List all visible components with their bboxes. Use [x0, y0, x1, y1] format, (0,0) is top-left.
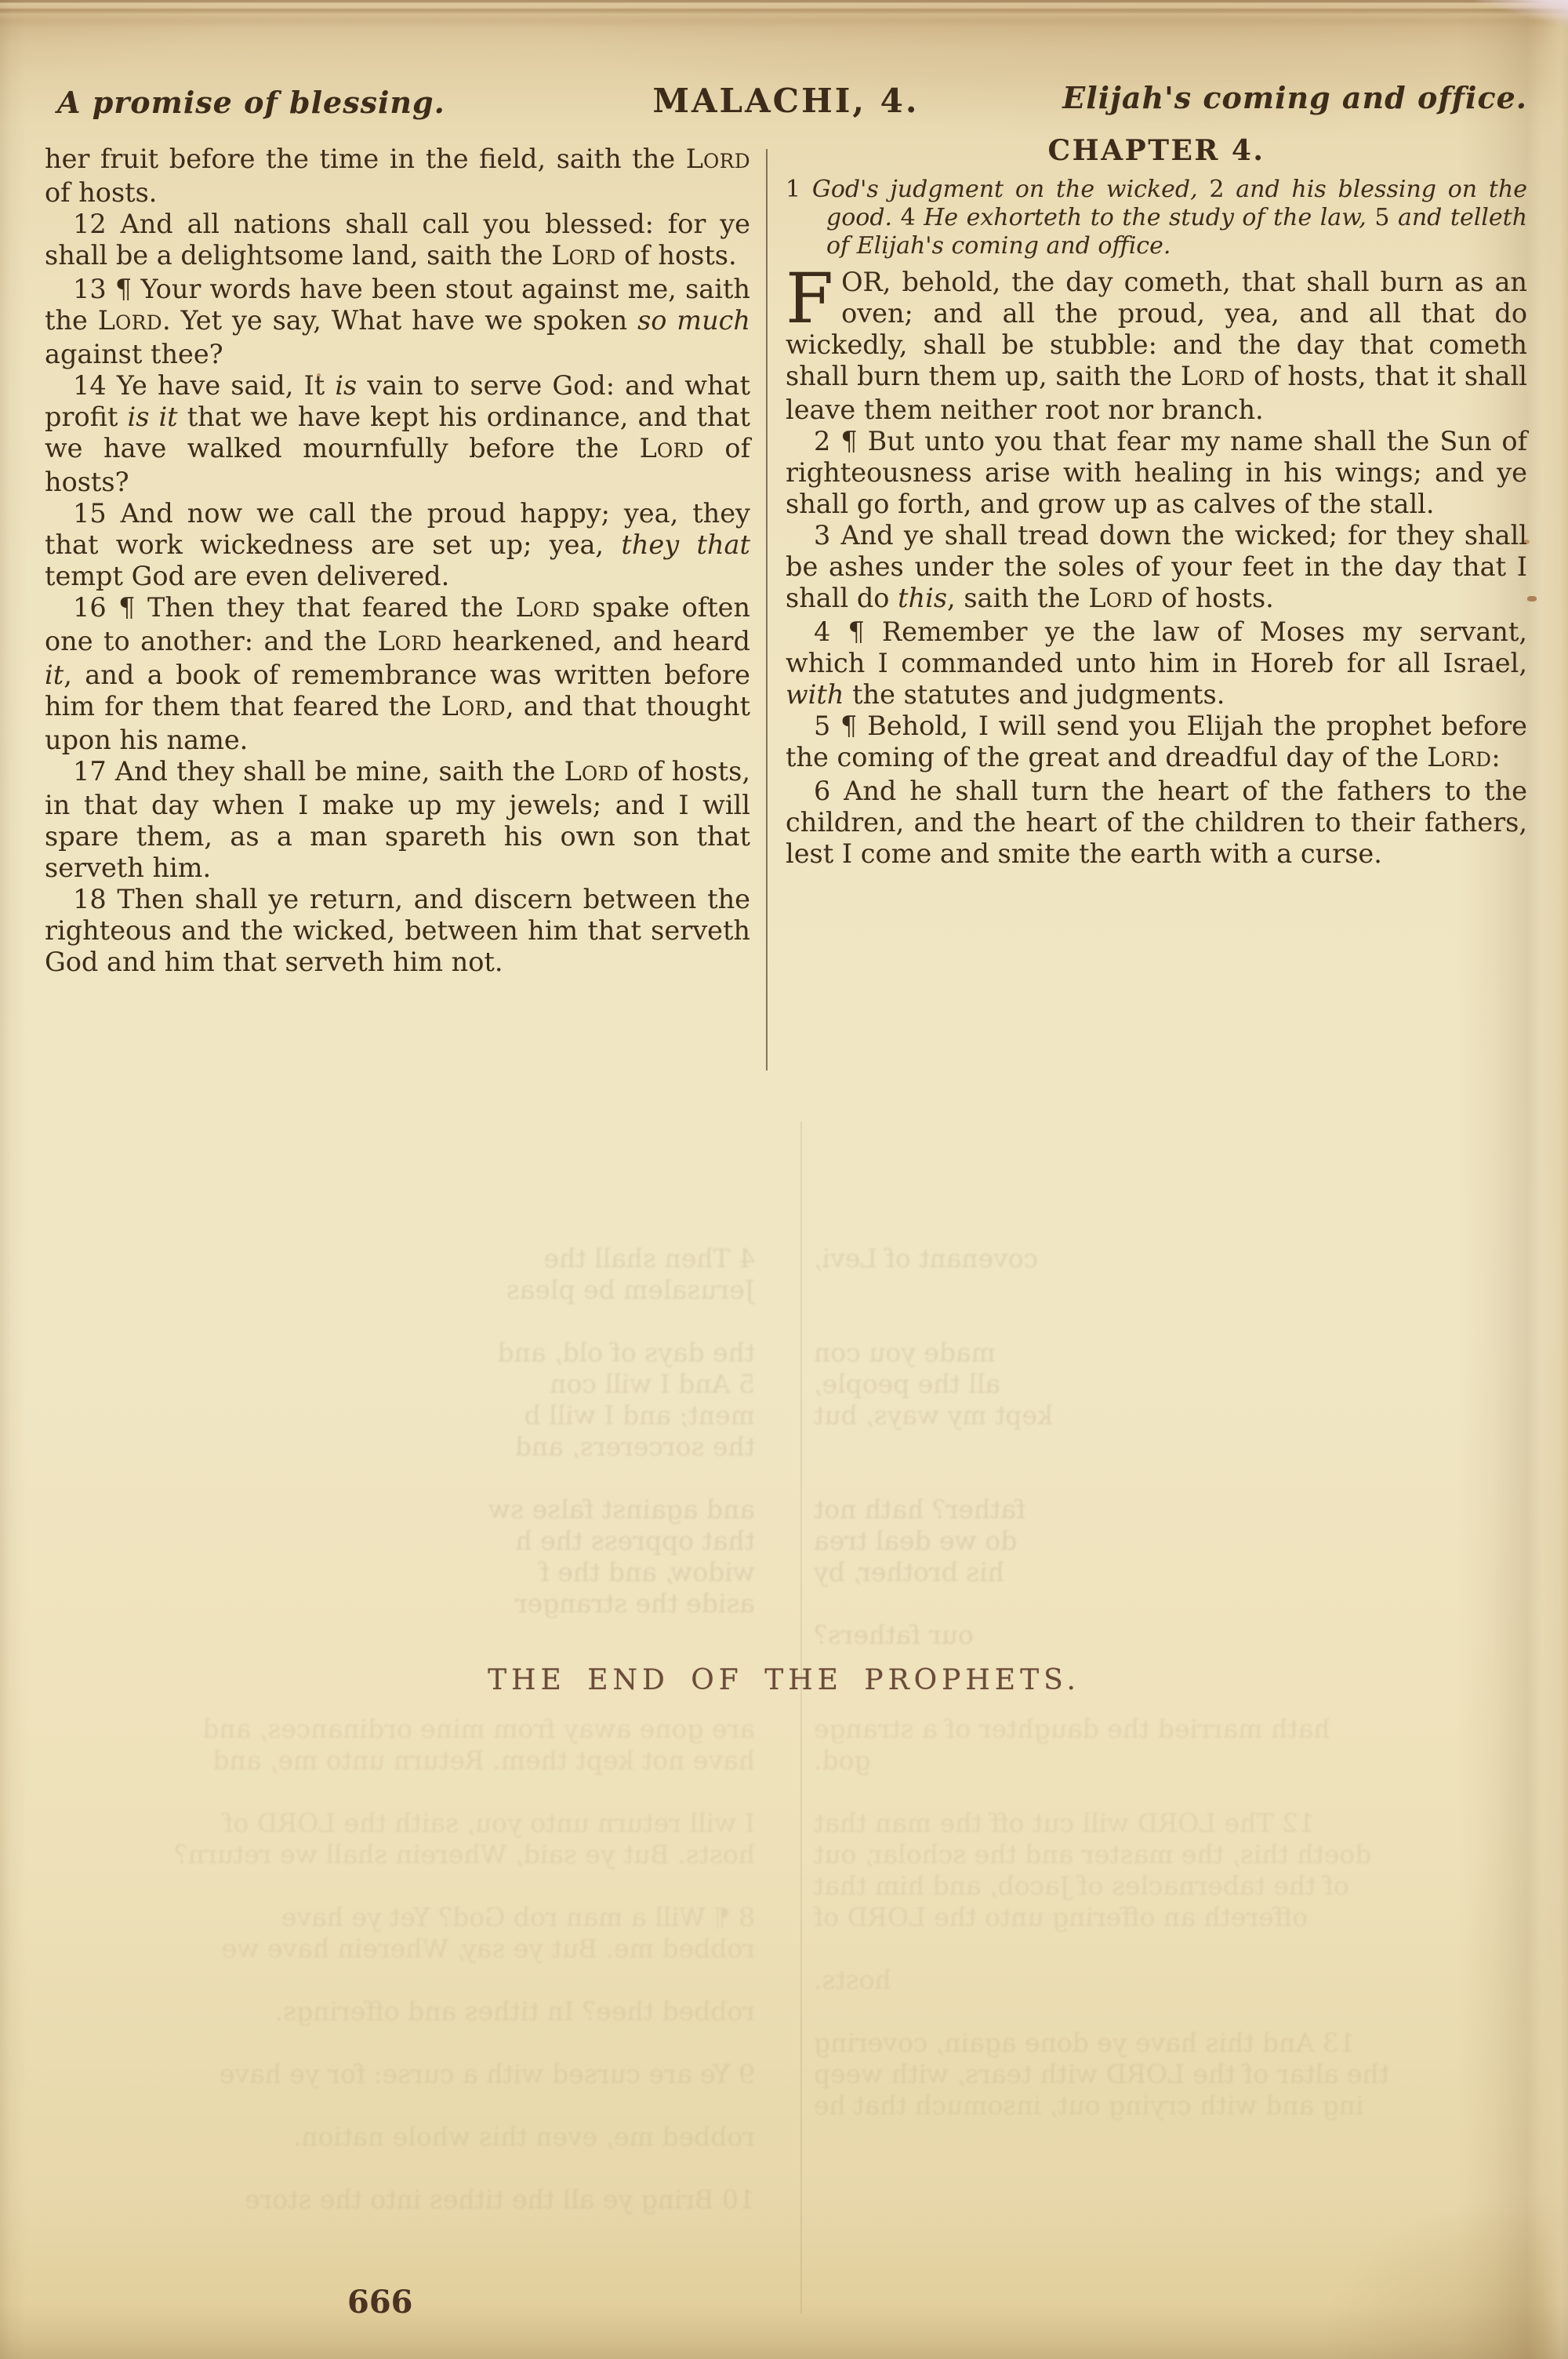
verse-text-segment: . Yet ye say, What have we spoken — [162, 305, 638, 336]
show-through-line: 13 And this have ye done again, covering — [814, 2027, 1356, 2058]
show-through-line: widow, and the f — [539, 1557, 755, 1587]
verse-text-segment: ORD — [394, 632, 442, 655]
show-through-line: doeth this, the master and the scholar, out — [814, 1839, 1372, 1870]
verse-text-segment: and telleth of Elijah's coming and office. — [826, 204, 1528, 260]
show-through-line: offereth an offering unto the LORD of — [814, 1902, 1308, 1932]
show-through-line: the altar of the LORD with tears, with weep — [814, 2059, 1390, 2089]
show-through-line — [814, 1431, 1523, 1463]
running-head-left: A promise of blessing. — [57, 85, 445, 120]
show-through-line: of the tabernacles of Jacob, and him that — [814, 1870, 1349, 1901]
show-through-line — [814, 1933, 1523, 1965]
verse-text-segment: is it — [127, 402, 178, 432]
verse-text-segment: L — [1427, 742, 1445, 772]
verse-text-segment: ORD — [656, 439, 704, 462]
verse-paragraph — [45, 209, 750, 274]
show-through-line — [814, 1306, 1523, 1337]
verse-text-segment: 2 — [1209, 176, 1236, 203]
verse-text-segment: ORD — [702, 150, 750, 173]
verse-text-segment: her fruit before the time in the field, saith the — [45, 144, 686, 174]
verse-paragraph — [45, 756, 750, 884]
drop-cap: F — [786, 258, 834, 339]
show-through-line — [814, 1274, 1523, 1306]
show-through-line — [45, 1463, 755, 1494]
verse-text-segment: 2 ¶ But unto you that fear my name shall the Sun of righteousness arise with healing in his wings; and ye shall go forth, and grow up as calves of the stall. — [786, 426, 1527, 519]
verse-text-segment: of hosts, in that day when I make up my jewels; and I will spare them, as a man spareth his own son that serveth him. — [45, 756, 750, 883]
show-through-line: covenant of Levi, — [814, 1243, 1039, 1274]
verse-paragraph — [45, 144, 750, 209]
show-through-line: robbed me. But ye say, Wherein have we — [221, 1933, 755, 1964]
verse-text-segment: and his blessing on the good. — [826, 176, 1528, 231]
show-through-text — [814, 1243, 1523, 1651]
show-through-line: robbed thee? In tithes and offerings. — [274, 1996, 755, 2026]
verse-paragraph — [786, 520, 1527, 616]
verse-text-segment: 4 ¶ Remember ye the law of Moses my servant, which I commanded unto him in Horeb for all Israel, — [786, 616, 1527, 678]
verse-text-segment: L — [551, 240, 569, 271]
verse-text-segment: L — [1180, 361, 1199, 391]
show-through-line: have not kept them. Return unto me, and — [212, 1745, 755, 1776]
verse-text-segment: tempt God are even delivered. — [45, 561, 450, 591]
show-through-line: made you con — [814, 1337, 996, 1368]
verse-text-segment: ORD — [1198, 367, 1246, 390]
verse-text-segment: against thee? — [45, 339, 223, 369]
show-through-text — [814, 1714, 1523, 2121]
verse-text-segment: : — [1491, 742, 1501, 772]
page-corner-scan-background — [1474, 0, 1568, 36]
show-through-line: do we deal trea — [814, 1525, 1018, 1556]
verse-text-segment: of hosts? — [45, 433, 750, 497]
verse-text-segment: ORD — [458, 697, 506, 720]
chapter-heading: CHAPTER 4. — [1047, 134, 1265, 167]
show-through-line: kept my ways, but — [814, 1400, 1053, 1430]
column-rule — [766, 149, 768, 1070]
show-through-line: 5 And I will con — [550, 1369, 755, 1399]
verse-text-segment: God's judgment on the wicked, — [811, 176, 1210, 203]
show-through-line: 4 Then shall the — [543, 1243, 755, 1274]
show-through-line: and against false sw — [488, 1494, 755, 1525]
verse-text-segment: 4 — [900, 204, 924, 231]
verse-text-segment: of hosts, that it shall leave them neither root nor branch. — [786, 361, 1527, 425]
end-of-prophets-line: THE END OF THE PROPHETS. — [488, 1664, 1080, 1696]
show-through-text — [45, 1714, 755, 2215]
verse-text-segment: is — [335, 370, 358, 401]
show-through-line: hosts. But ye said, Wherein shall we return? — [174, 1839, 755, 1870]
verse-text-segment: 3 And ye shall tread down the wicked; for they shall be ashes under the soles of your feet in the day that I shall do — [786, 520, 1527, 613]
show-through-line: 8 ¶ Will a man rob God? Yet ye have — [281, 1902, 755, 1932]
show-through-column-rule — [800, 1121, 802, 2314]
verse-paragraph — [45, 274, 750, 370]
verse-text-segment: spake often one to another: and the — [45, 592, 750, 656]
verse-text-segment: L — [97, 305, 115, 336]
show-through-line: that oppress the h — [515, 1525, 755, 1556]
verse-paragraph — [45, 498, 750, 592]
verse-text-segment: ORD — [115, 311, 163, 334]
show-through-line: father? hath not — [814, 1494, 1026, 1525]
verse-text-segment: 6 And he shall turn the heart of the fathers to the children, and the heart of the children to their fathers, lest I come and smite the earth with a curse. — [786, 776, 1527, 869]
show-through-line — [45, 2027, 755, 2059]
verse-text-segment: ORD — [568, 246, 616, 269]
right-column — [786, 133, 1527, 870]
show-through-text — [45, 1243, 755, 1619]
chapter-summary — [786, 176, 1527, 260]
verse-paragraph — [786, 616, 1527, 711]
show-through-line: robbed me, even this whole nation. — [292, 2121, 755, 2152]
verse-text-segment: that we have kept his ordinance, and that we have walked mournfully before the — [45, 402, 751, 463]
running-head-right: Elijah's coming and office. — [1062, 80, 1527, 115]
show-through-line — [45, 1870, 755, 1902]
verse-paragraph — [786, 426, 1527, 520]
verse-text-segment: L — [685, 144, 703, 174]
verse-text-segment: L — [441, 691, 459, 722]
show-through-line: Jerusalem be pleas — [506, 1274, 755, 1305]
verse-text-segment: He exhorteth to the study of the law, — [924, 204, 1375, 231]
show-through-line: I will return unto you, saith the LORD of — [223, 1808, 755, 1838]
verse-text-segment: 12 And all nations shall call you blessed: for ye shall be a delightsome land, saith the — [45, 209, 750, 271]
verse-text-segment: 16 ¶ Then they that feared the — [73, 592, 516, 623]
verse-text-segment: L — [515, 592, 533, 623]
show-through-line: our fathers? — [814, 1619, 974, 1650]
verse-text-segment: , saith the — [947, 583, 1089, 613]
verse-text-segment: L — [639, 433, 657, 463]
running-head-title: MALACHI, 4. — [652, 82, 920, 120]
left-column — [45, 144, 750, 978]
verse-paragraph — [786, 776, 1527, 870]
show-through-line: ing and with crying out, insomuch that he — [814, 2090, 1364, 2121]
verse-text-segment: ORD — [532, 598, 580, 621]
show-through-line: 10 Bring ye all the tithes into the store — [244, 2184, 755, 2215]
show-through-line — [814, 1776, 1523, 1808]
verse-text-segment: , and a book of remembrance was written before him for them that feared the — [45, 660, 750, 722]
verse-text-segment: of hosts. — [1152, 583, 1274, 613]
verse-text-segment: 15 And now we call the proud happy; yea, they that work wickedness are set up; yea, — [45, 498, 750, 560]
verse-text-segment: of hosts. — [45, 177, 158, 208]
verse-text-segment: ORD — [1444, 748, 1492, 771]
verse-text-segment: 1 — [786, 176, 812, 203]
verse-text-segment: 5 ¶ Behold, I will send you Elijah the prophet before the coming of the great and dreadful day of the — [786, 711, 1527, 772]
verse-paragraph — [45, 884, 750, 978]
show-through-line: hath married the daughter of a strange — [814, 1714, 1330, 1744]
verse-text-segment: they that — [621, 529, 750, 560]
show-through-line: 9 Ye are cursed with a curse: for ye have — [219, 2059, 755, 2089]
show-through-line: the sorcerers, and — [514, 1431, 755, 1462]
verse-text-segment: ORD — [1105, 589, 1153, 612]
verse-text-segment: L — [1088, 583, 1106, 613]
page-number: 666 — [347, 2284, 413, 2321]
show-through-line: aside the stranger — [514, 1588, 755, 1619]
verse-text-segment: 13 ¶ Your words have been stout against me, saith the — [45, 274, 750, 336]
verse-paragraph — [786, 258, 1527, 426]
right-column-verses — [786, 258, 1527, 870]
verse-paragraph — [786, 711, 1527, 776]
verse-text-segment: OR, behold, the day cometh, that shall burn as an oven; and all the proud, yea, and all that do wickedly, shall be stubble: and the day that cometh shall burn them up, saith the — [786, 267, 1527, 391]
verse-paragraph — [45, 592, 750, 756]
verse-paragraph — [45, 370, 750, 498]
verse-text-segment: L — [377, 626, 395, 656]
show-through-line: god. — [814, 1745, 871, 1776]
show-through-line: ment; and I will b — [524, 1400, 755, 1430]
verse-text-segment: with — [786, 679, 844, 710]
verse-text-segment: ORD — [581, 762, 629, 785]
show-through-line — [814, 1588, 1523, 1619]
show-through-line — [45, 1965, 755, 1996]
verse-text-segment: 18 Then shall ye return, and discern between the righteous and the wicked, between him that serveth God and him that serveth him not. — [45, 884, 750, 977]
verse-text-segment: 14 Ye have said, It — [73, 370, 336, 401]
show-through-line: are gone away from mine ordinances, and — [202, 1714, 755, 1744]
show-through-line — [45, 2153, 755, 2184]
show-through-line — [45, 1306, 755, 1337]
verse-text-segment: the statutes and judgments. — [844, 679, 1225, 710]
verse-text-segment: of hosts. — [615, 240, 737, 271]
verse-text-segment: it — [45, 660, 64, 690]
show-through-line: hosts. — [814, 1965, 891, 1995]
verse-text-segment: this — [898, 583, 948, 613]
show-through-line: all the people, — [814, 1369, 1001, 1399]
verse-text-segment: hearkened, and heard — [441, 626, 750, 656]
verse-text-segment: , and that thought upon his name. — [45, 691, 750, 755]
show-through-line — [814, 1463, 1523, 1494]
verse-text-segment: 17 And they shall be mine, saith the — [73, 756, 564, 787]
running-head — [45, 78, 1527, 129]
show-through-line — [45, 2090, 755, 2121]
show-through-line: 12 The LORD will cut off the man that — [814, 1808, 1315, 1838]
verse-text-segment: 5 — [1374, 204, 1398, 231]
paper-speck — [1527, 596, 1537, 602]
verse-text-segment: L — [564, 756, 582, 787]
verse-text-segment: so much — [637, 305, 750, 336]
show-through-line: his brother, by — [814, 1557, 1004, 1587]
show-through-line: the days of old, and — [497, 1337, 755, 1368]
verse-text-segment: vain to serve God: and what profit — [45, 370, 750, 432]
show-through-line — [45, 1776, 755, 1808]
show-through-line — [814, 1996, 1523, 2027]
